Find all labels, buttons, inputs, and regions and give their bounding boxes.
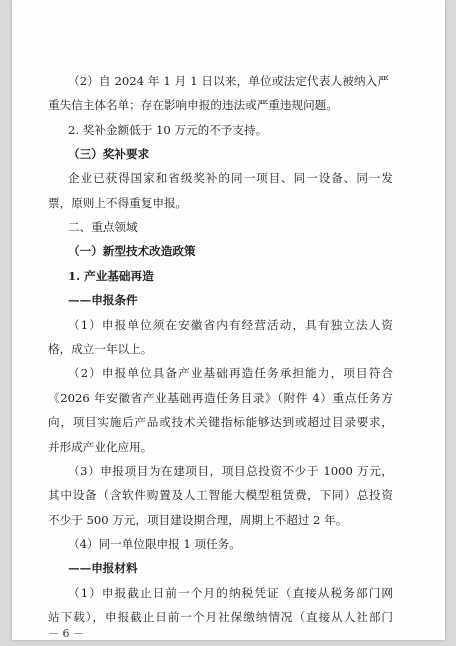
para-line-20: （4）同一单位限申报 1 项任务。 (68, 537, 241, 551)
section-heading-key-areas: 二、重点领域 (68, 220, 138, 234)
para-line-16: 并形成产业化应用。 (48, 440, 153, 454)
para-line-18: 其中设备（含软件购置及人工智能大模型租赁费，下同）总投资 (48, 488, 393, 502)
subheading-reward-requirements: （三）奖补要求 (68, 147, 150, 161)
para-line-19: 不少于 500 万元，项目建设期合理，周期上不超过 2 年。 (48, 513, 348, 527)
para-line-13: （2）申报单位具备产业基础再造任务承担能力，项目符合 (68, 366, 393, 380)
para-line-5: 企业已获得国家和省级奖补的同一项目、同一设备、同一发 (68, 171, 393, 185)
para-line-17: （3）申报项目为在建项目，项目总投资不少于 1000 万元， (68, 464, 393, 478)
subheading-new-tech-policy: （一）新型技术改造政策 (68, 244, 196, 258)
para-line-23: 站下载），申报截止日前一个月社保缴纳情况（直接从人社部门 (48, 610, 393, 624)
para-line-22: （1）申报截止日前一个月的纳税凭证（直接从税务部门网 (68, 586, 393, 600)
label-application-conditions: ——申报条件 (68, 293, 138, 307)
document-page (12, 0, 445, 640)
para-line-11: （1）申报单位须在安徽省内有经营活动，具有独立法人资 (68, 318, 393, 332)
page-number: － 6 － (48, 627, 84, 640)
para-line-3: 2. 奖补金额低于 10 万元的不予支持。 (68, 123, 268, 137)
subheading-industrial-base: 1. 产业基础再造 (68, 269, 154, 283)
para-line-6: 票，原则上不得重复申报。 (48, 196, 188, 210)
para-line-1: （2）自 2024 年 1 月 1 日以来，单位或法定代表人被纳入严 (68, 74, 389, 88)
para-line-12: 格，成立一年以上。 (48, 342, 153, 356)
para-line-2: 重失信主体名单；存在影响申报的违法或严重违规问题。 (48, 98, 338, 112)
para-line-14: 《2026 年安徽省产业基础再造任务目录》（附件 4）重点任务方 (48, 391, 393, 405)
label-application-materials: ——申报材料 (68, 561, 138, 575)
para-line-15: 向，项目实施后产品或技术关键指标能够达到或超过目录要求， (48, 415, 393, 429)
